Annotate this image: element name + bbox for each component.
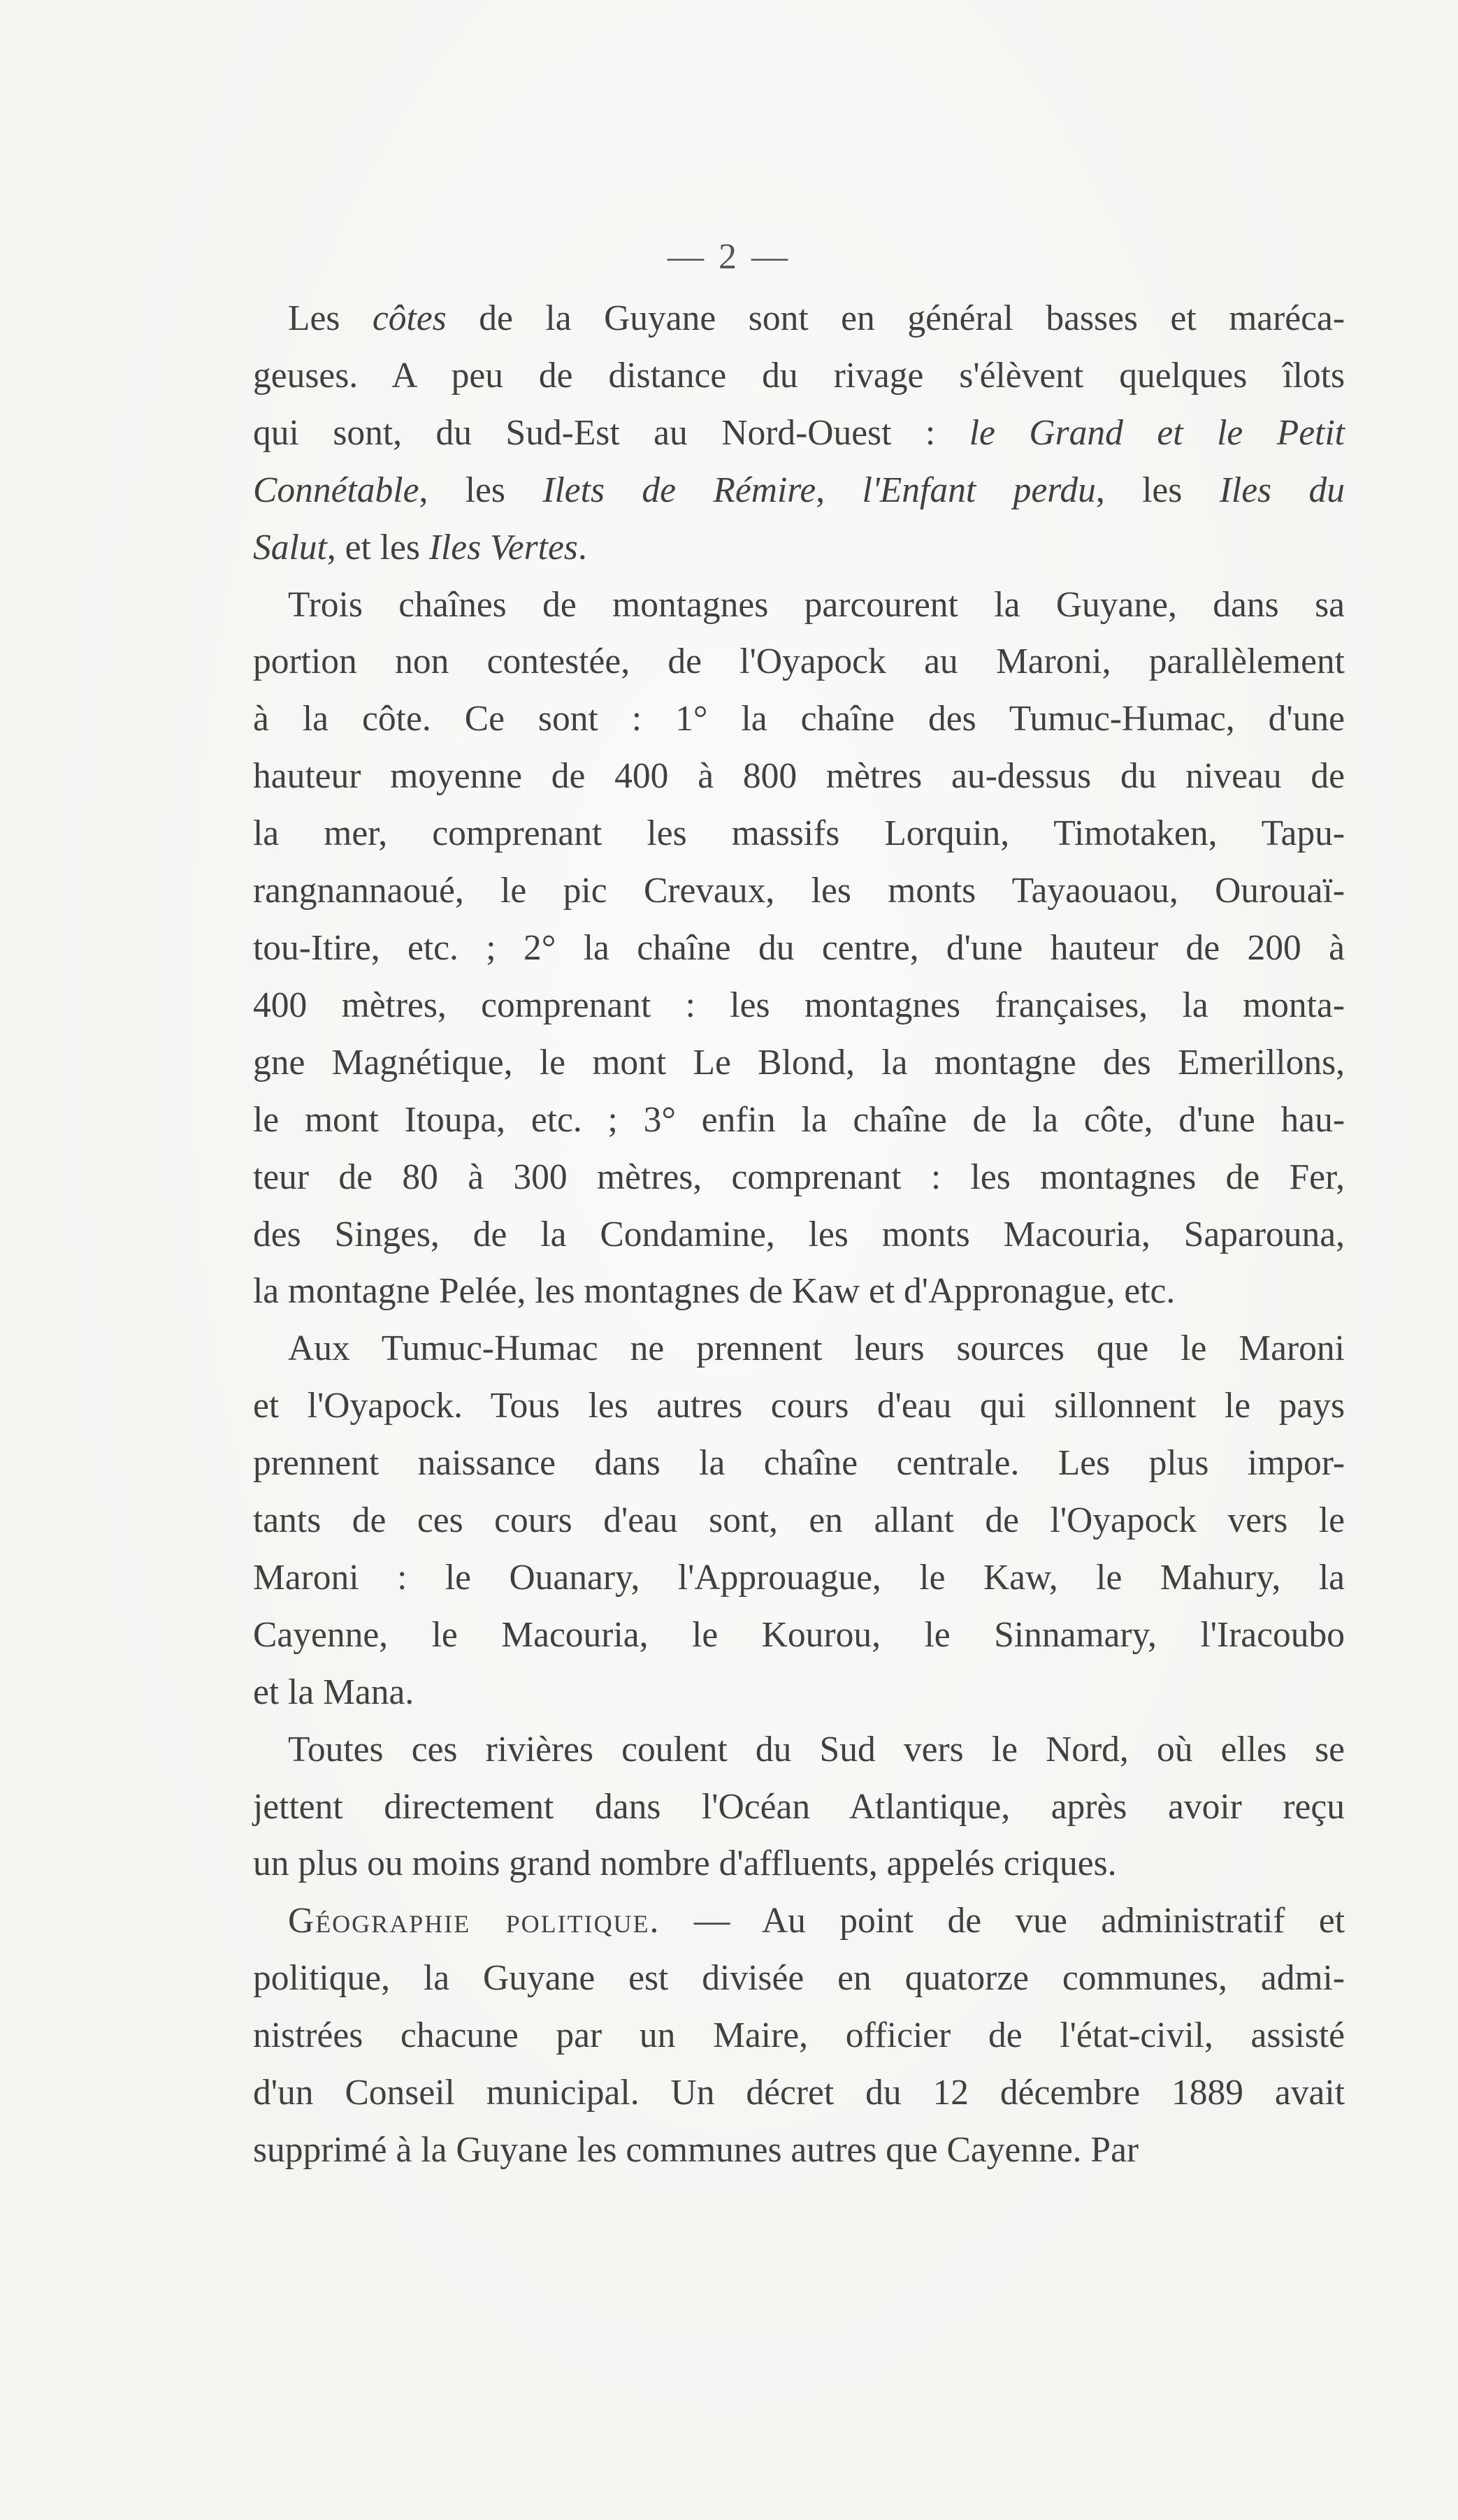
text-run: et la Mana. [253, 1672, 414, 1712]
text-run: nistrées chacune par un Maire, officier de l'état-civil, assisté [253, 2015, 1345, 2056]
text-line [253, 633, 1345, 690]
text-line [253, 1149, 1345, 1206]
text-run: tou-Itire, etc. ; 2° la chaîne du centre, d'une hauteur de 200 à [253, 927, 1345, 968]
text-run: teur de 80 à 300 mètres, comprenant : les montagnes de Fer, [253, 1157, 1345, 1197]
text-line [253, 1034, 1345, 1092]
text-run: rangnannaoué, le pic Crevaux, les monts Tayaouaou, Ourouaï- [253, 871, 1345, 911]
text-run: 400 mètres, comprenant : les montagnes françaises, la monta- [253, 985, 1345, 1025]
text-run: Connétable [253, 470, 419, 510]
text-line [253, 1950, 1345, 2007]
text-line [253, 1206, 1345, 1263]
text-line [253, 2064, 1345, 2122]
text-run: , les [1095, 470, 1220, 510]
text-run: . [577, 527, 587, 567]
text-run: Maroni : le Ouanary, l'Approuague, le Kaw, le Mahury, la [253, 1557, 1345, 1598]
text-line [253, 862, 1345, 920]
text-line [253, 977, 1345, 1034]
text-run: , [816, 470, 862, 510]
text-run: à la côte. Ce sont : 1° la chaîne des Tumuc-Humac, d'une [253, 699, 1345, 739]
text-line [253, 1320, 1345, 1377]
text-run: le mont Itoupa, etc. ; 3° enfin la chaîne de la côte, d'une hau- [253, 1099, 1345, 1140]
paragraph [253, 1320, 1345, 1721]
text-run: des Singes, de la Condamine, les monts Macouria, Saparouna, [253, 1214, 1345, 1254]
text-run: geuses. A peu de distance du rivage s'élèvent quelques îlots [253, 355, 1345, 396]
text-run: tants de ces cours d'eau sont, en allant de l'Oyapock vers le [253, 1500, 1345, 1541]
text-run: Iles Vertes [428, 527, 578, 567]
text-line [253, 1664, 1345, 1721]
text-line [253, 347, 1345, 405]
text-run: Trois chaînes de montagnes parcourent la Guyane, dans sa [288, 584, 1345, 625]
body-text [253, 290, 1345, 2179]
paragraph [253, 290, 1345, 577]
text-line [253, 1892, 1345, 1950]
text-run: portion non contestée, de l'Oyapock au Maroni, parallèlement [253, 642, 1345, 682]
text-line [253, 920, 1345, 977]
text-run: qui sont, du Sud-Est au Nord-Ouest : [253, 412, 969, 453]
text-run: Ilets de Rémire [542, 470, 816, 510]
text-line [253, 1721, 1345, 1779]
text-line [253, 577, 1345, 634]
text-line [253, 519, 1345, 577]
text-line [253, 805, 1345, 862]
text-run: Salut [253, 527, 327, 567]
text-run: l'Enfant perdu [862, 470, 1096, 510]
text-run: de la Guyane sont en général basses et maréca- [446, 298, 1345, 338]
text-line [253, 2007, 1345, 2064]
text-run: Aux Tumuc-Humac ne prennent leurs sources que le Maroni [288, 1328, 1345, 1369]
text-run: Toutes ces rivières coulent du Sud vers le Nord, où elles se [288, 1729, 1345, 1769]
text-run: un plus ou moins grand nombre d'affluents, appelés criques. [253, 1844, 1117, 1884]
text-line [253, 1092, 1345, 1149]
paragraph [253, 577, 1345, 1321]
paragraph [253, 1721, 1345, 1893]
text-line [253, 1835, 1345, 1892]
text-line [253, 290, 1345, 347]
text-run: côtes [372, 298, 447, 338]
text-run: Les [288, 298, 373, 338]
text-line [253, 2122, 1345, 2179]
text-run: gne Magnétique, le mont Le Blond, la montagne des Emerillons, [253, 1042, 1345, 1082]
text-run: et l'Oyapock. Tous les autres cours d'eau qui sillonnent le pays [253, 1386, 1345, 1426]
text-run: politique, la Guyane est divisée en quatorze communes, admi- [253, 1958, 1345, 1999]
text-line [253, 748, 1345, 805]
text-run: — Au point de vue administratif et [660, 1901, 1345, 1941]
text-run: , et les [326, 527, 429, 567]
text-run: supprimé à la Guyane les communes autres que Cayenne. Par [253, 2130, 1139, 2170]
text-line [253, 405, 1345, 462]
text-run: Iles du [1219, 470, 1345, 510]
text-line [253, 1492, 1345, 1549]
text-line [253, 1779, 1345, 1836]
page-number: — 2 — [667, 237, 791, 277]
text-line [253, 1607, 1345, 1664]
text-run: Cayenne, le Macouria, le Kourou, le Sinnamary, l'Iracoubo [253, 1614, 1345, 1655]
text-run: la mer, comprenant les massifs Lorquin, Timotaken, Tapu- [253, 813, 1345, 854]
text-line [253, 690, 1345, 748]
text-run: , les [419, 470, 543, 510]
text-line [253, 1377, 1345, 1435]
text-run: jettent directement dans l'Océan Atlantique, après avoir reçu [253, 1786, 1345, 1827]
text-run: la montagne Pelée, les montagnes de Kaw et d'Appronague, etc. [253, 1271, 1176, 1312]
text-run: Géographie politique. [288, 1901, 661, 1941]
text-line [253, 462, 1345, 519]
text-line [253, 1263, 1345, 1320]
text-run: hauteur moyenne de 400 à 800 mètres au-dessus du niveau de [253, 756, 1345, 797]
text-run: d'un Conseil municipal. Un décret du 12 décembre 1889 avait [253, 2073, 1345, 2113]
text-line [253, 1549, 1345, 1607]
text-run: le Grand et le Petit [969, 412, 1345, 453]
paragraph [253, 1892, 1345, 2179]
text-run: prennent naissance dans la chaîne centrale. Les plus impor- [253, 1443, 1345, 1484]
text-line [253, 1435, 1345, 1492]
